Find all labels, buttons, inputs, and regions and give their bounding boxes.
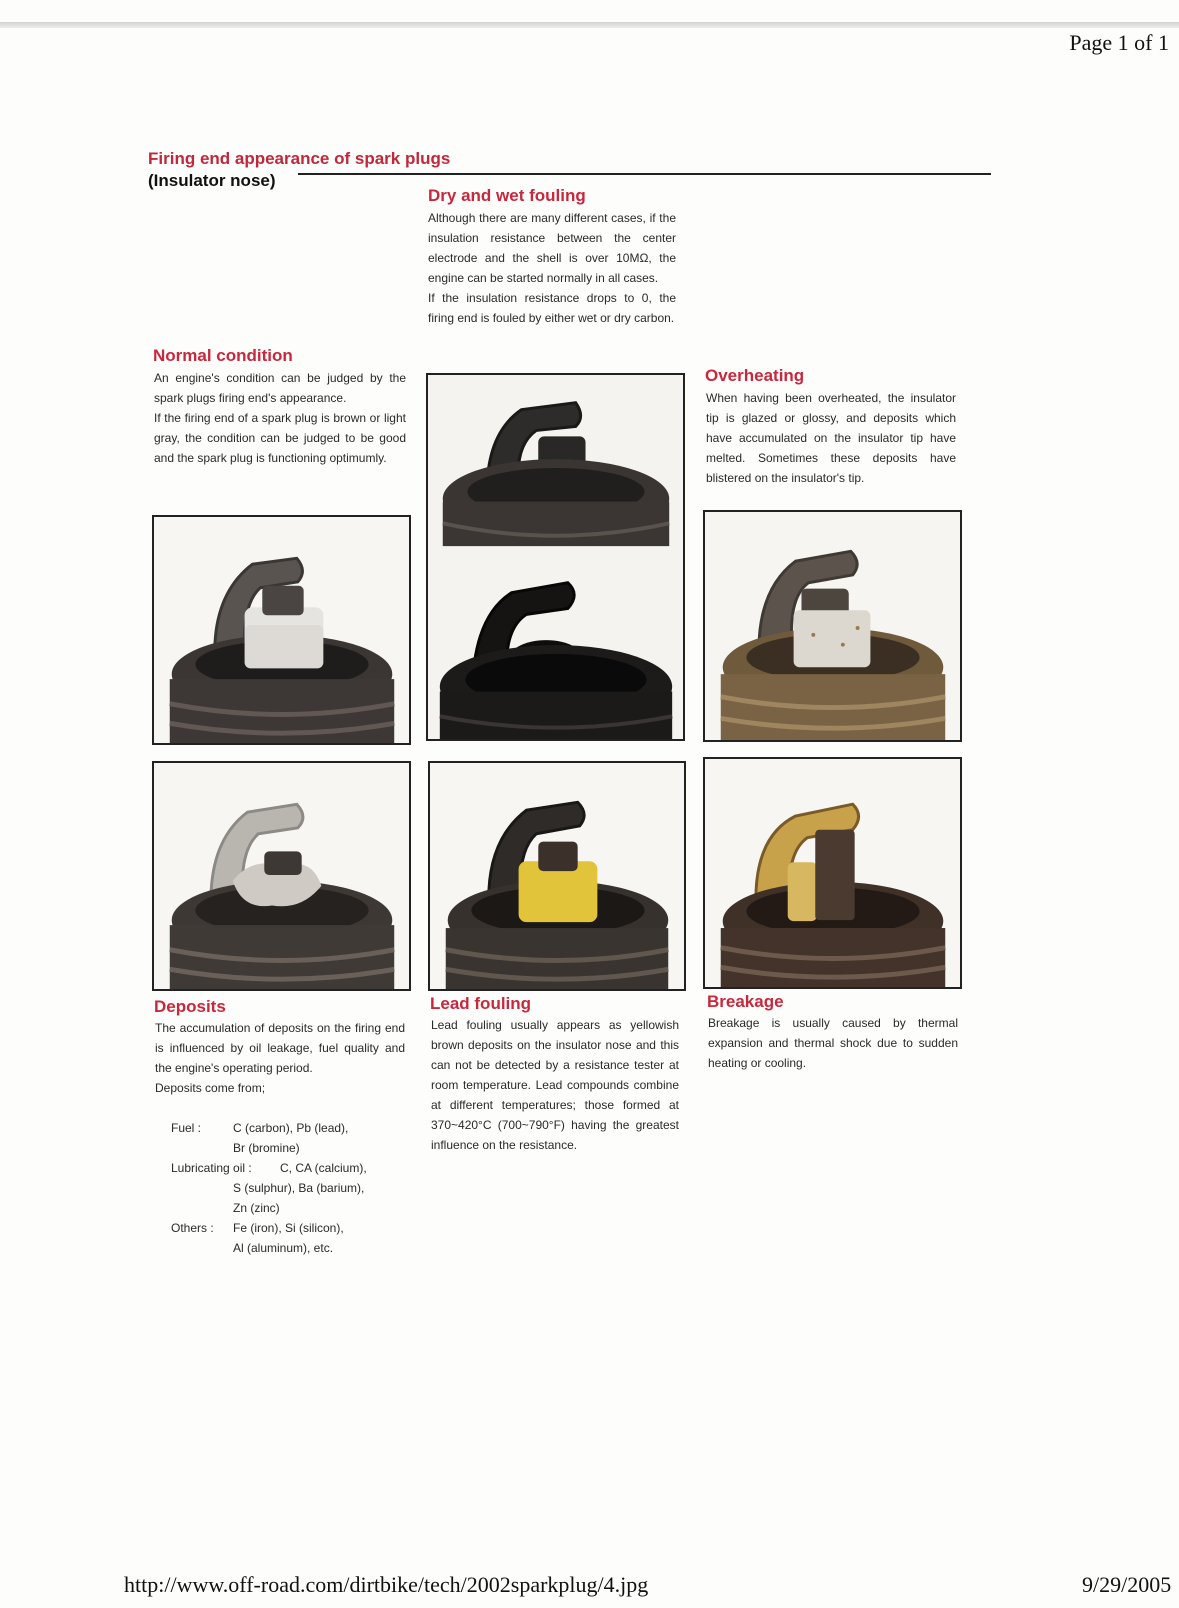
photo-overheating: [703, 510, 962, 742]
source-line: S (sulphur), Ba (barium),: [233, 1181, 365, 1195]
source-row: [155, 1178, 415, 1198]
paragraph: The accumulation of deposits on the firing end is influenced by oil leakage, fuel quality and the engine's operating period.: [155, 1021, 405, 1075]
source-line: C, CA (calcium),: [280, 1161, 367, 1175]
paragraph: If the firing end of a spark plug is brown or light gray, the condition can be judged to be good and the spark plug is functioning optimumly.: [154, 411, 406, 465]
text-dry-wet-fouling: [428, 208, 676, 328]
photo-breakage: [703, 757, 962, 989]
text-normal-condition: [154, 368, 406, 468]
paragraph: Although there are many different cases, if the insulation resistance between the center electrode and the shell is over 10MΩ, the engine can be started normally in all cases.: [428, 211, 676, 285]
source-row: [155, 1218, 415, 1238]
text-lead-fouling: [431, 1015, 679, 1155]
text-deposits: [155, 1018, 405, 1098]
heading-breakage: Breakage: [707, 992, 784, 1011]
footer-url: http://www.off-road.com/dirtbike/tech/2002sparkplug/4.jpg: [124, 1572, 649, 1597]
footer-date: 9/29/2005: [1082, 1572, 1172, 1597]
paragraph: If the insulation resistance drops to 0, the firing end is fouled by either wet or dry carbon.: [428, 291, 676, 325]
page-subtitle: (Insulator nose): [148, 171, 276, 190]
source-line: Zn (zinc): [233, 1201, 280, 1215]
source-label: Lubricating oil :: [171, 1161, 252, 1175]
source-label: Others :: [171, 1221, 214, 1235]
source-label: Fuel :: [171, 1121, 202, 1135]
heading-deposits: Deposits: [154, 997, 226, 1016]
heading-dry-wet-fouling: Dry and wet fouling: [428, 186, 586, 205]
heading-overheating: Overheating: [705, 366, 805, 385]
source-line: Fe (iron), Si (silicon),: [233, 1221, 344, 1235]
source-row: [155, 1138, 415, 1158]
paragraph: Lead fouling usually appears as yellowish brown deposits on the insulator nose and this can not be detected by a resistance tester at room temperature. Lead compounds combine at different temperatures; those formed at 370~420°C (700~790°F) having the greatest influence on the resistance.: [431, 1018, 679, 1152]
heading-normal-condition: Normal condition: [153, 346, 293, 365]
photo-dry-wet-fouling: [426, 373, 685, 741]
photo-deposits: [152, 761, 411, 991]
deposit-sources: [155, 1118, 415, 1258]
source-line: Al (aluminum), etc.: [233, 1241, 334, 1255]
source-row: [155, 1198, 415, 1218]
paragraph: An engine's condition can be judged by the spark plugs firing end's appearance.: [154, 371, 406, 405]
source-row: [155, 1158, 415, 1178]
heading-lead-fouling: Lead fouling: [430, 994, 532, 1013]
paragraph: When having been overheated, the insulator tip is glazed or glossy, and deposits which have accumulated on the insulator tip have melted. Sometimes these deposits have blistered on the insulator's tip.: [706, 391, 956, 485]
source-row: [155, 1238, 415, 1258]
page-number: Page 1 of 1: [1069, 30, 1169, 55]
source-line: C (carbon), Pb (lead),: [233, 1121, 349, 1135]
top-edge: [0, 22, 1179, 28]
title-rule: [298, 173, 991, 175]
photo-normal-condition: [152, 515, 411, 745]
page-title: Firing end appearance of spark plugs: [148, 149, 451, 168]
deposits-intro: Deposits come from;: [155, 1081, 266, 1095]
paragraph: Breakage is usually caused by thermal expansion and thermal shock due to sudden heating or cooling.: [708, 1016, 958, 1070]
source-line: Br (bromine): [233, 1141, 300, 1155]
text-breakage: [708, 1013, 958, 1073]
photo-lead-fouling: [428, 761, 686, 991]
source-row: [155, 1118, 415, 1138]
text-overheating: [706, 388, 956, 488]
